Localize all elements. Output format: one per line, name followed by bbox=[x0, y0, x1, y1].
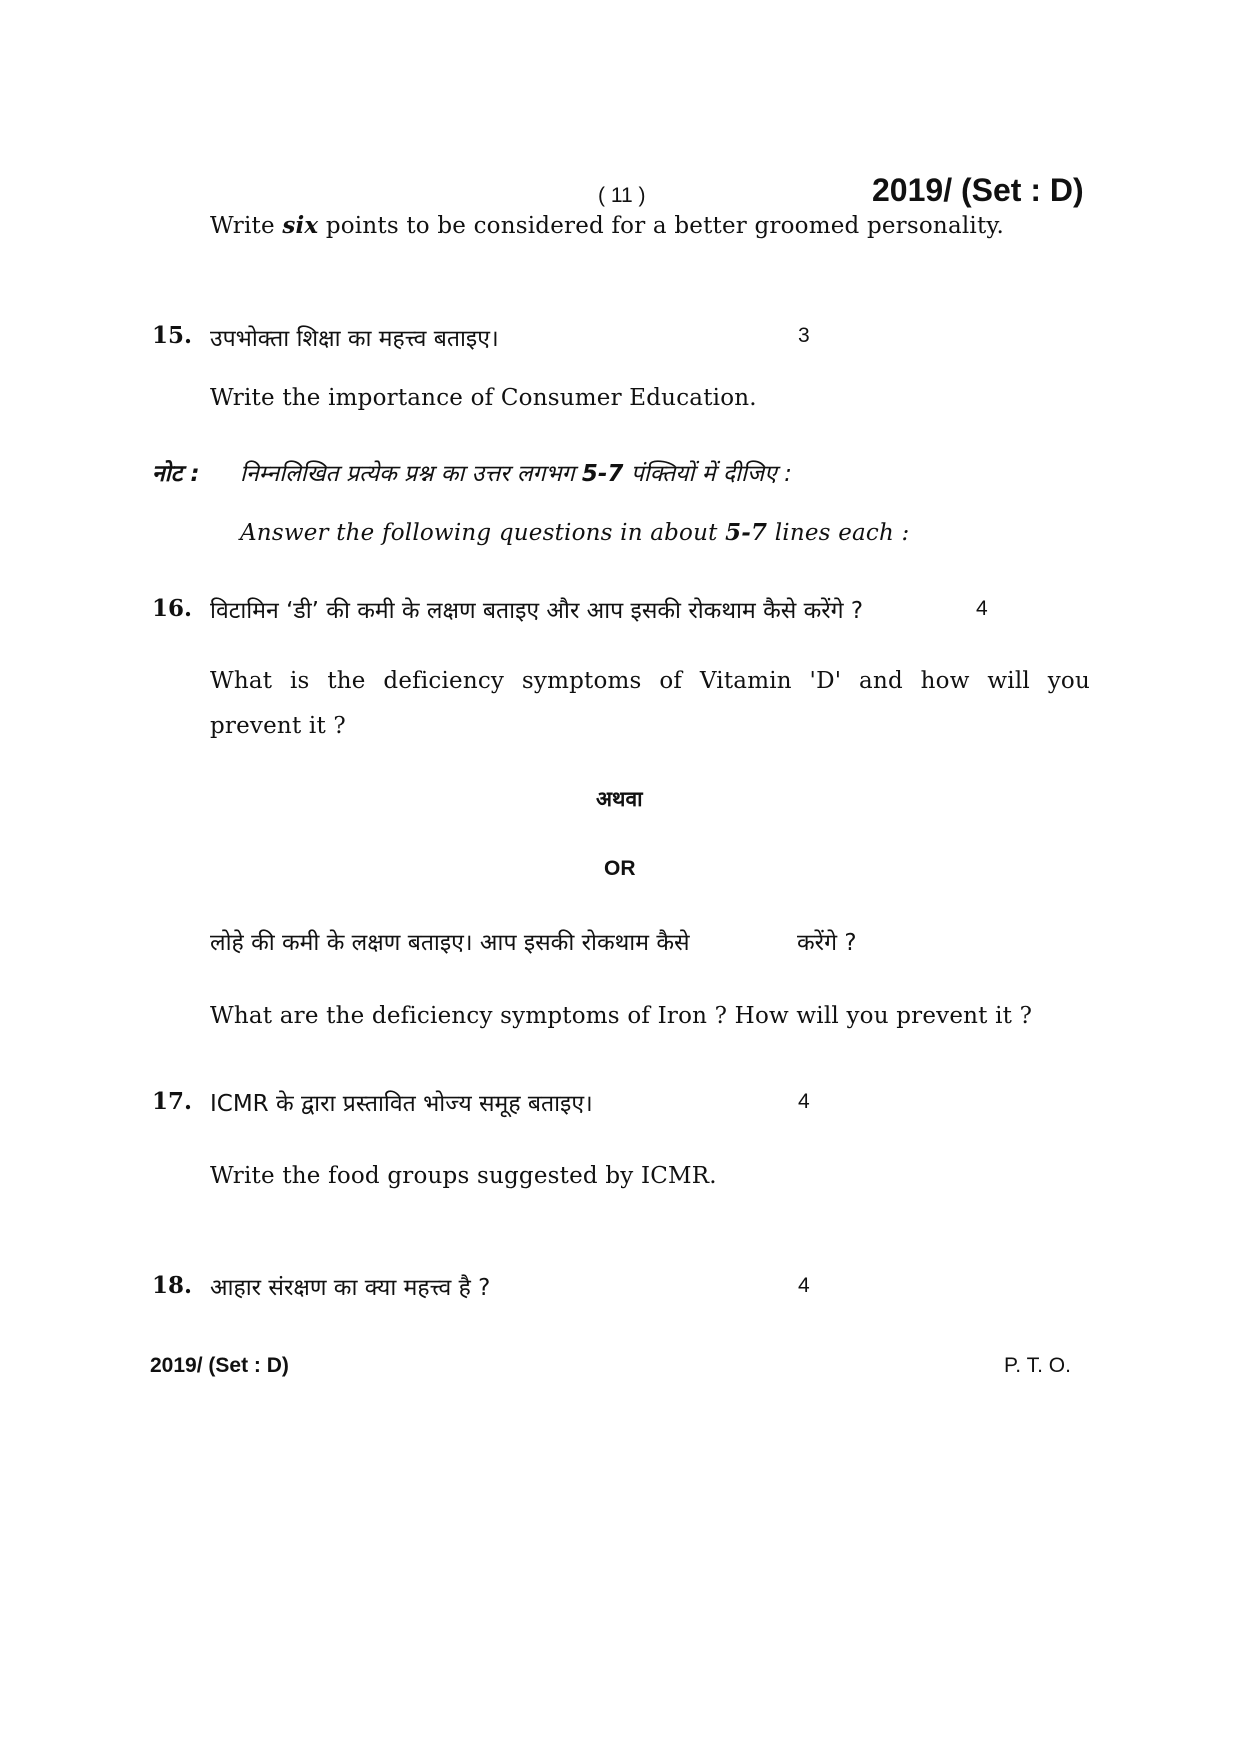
q14-text-before: Write bbox=[210, 213, 283, 239]
note-hindi-bold: 5-7 bbox=[581, 461, 624, 487]
q16-marks: 4 bbox=[976, 597, 988, 620]
footer-paper-code: 2019/ (Set : D) bbox=[150, 1354, 289, 1377]
page-number: ( 11 ) bbox=[598, 184, 646, 207]
q14-english bbox=[210, 212, 1004, 239]
q15-hindi: उपभोक्ता शिक्षा का महत्त्व बताइए। bbox=[210, 326, 499, 352]
q15-marks: 3 bbox=[798, 324, 810, 347]
q15-number: 15. bbox=[152, 322, 193, 349]
q17-hindi: ICMR के द्वारा प्रस्तावित भोज्य समूह बताइए। bbox=[210, 1091, 593, 1117]
note-label: नोट : bbox=[152, 461, 200, 487]
header-paper-code: 2019/ (Set : D) bbox=[872, 172, 1084, 208]
or-hindi: अथवा bbox=[596, 787, 643, 811]
q16-hindi: विटामिन ‘डी’ की कमी के लक्षण बताइए और आप इसकी रोकथाम कैसे करेंगे ? bbox=[210, 598, 864, 624]
q18-marks: 4 bbox=[798, 1274, 810, 1297]
q18-number: 18. bbox=[152, 1272, 193, 1299]
note-english-after: lines each : bbox=[767, 520, 910, 546]
footer-pto: P. T. O. bbox=[1004, 1354, 1071, 1377]
q18-hindi: आहार संरक्षण का क्या महत्त्व है ? bbox=[210, 1275, 491, 1301]
note-english bbox=[240, 519, 909, 546]
q16-english-line1: What is the deficiency symptoms of Vitamin 'D' and how will you bbox=[210, 668, 1090, 694]
q17-english: Write the food groups suggested by ICMR. bbox=[210, 1163, 717, 1189]
q14-emphasis: six bbox=[282, 212, 319, 239]
note-hindi-before: निम्नलिखित प्रत्येक प्रश्न का उत्तर लगभग bbox=[240, 461, 582, 487]
note-english-before: Answer the following questions in about bbox=[240, 520, 726, 546]
q17-number: 17. bbox=[152, 1088, 193, 1115]
q16-number: 16. bbox=[152, 595, 193, 622]
note-hindi-after: पंक्तियों में दीजिए : bbox=[623, 461, 792, 487]
q16-alt-hindi-b: करेंगे ? bbox=[797, 930, 857, 956]
note-hindi bbox=[240, 456, 792, 488]
q14-text-after: points to be considered for a better groomed personality. bbox=[318, 213, 1005, 239]
q16-alt-english: What are the deficiency symptoms of Iron ? How will you prevent it ? bbox=[210, 1003, 1033, 1029]
or-english: OR bbox=[604, 857, 636, 880]
q16-english-line2: prevent it ? bbox=[210, 713, 346, 739]
note-english-bold: 5-7 bbox=[725, 519, 768, 546]
q17-marks: 4 bbox=[798, 1090, 810, 1113]
q16-alt-hindi-a: लोहे की कमी के लक्षण बताइए। आप इसकी रोकथाम कैसे bbox=[210, 930, 690, 956]
q15-english: Write the importance of Consumer Education. bbox=[210, 385, 757, 411]
